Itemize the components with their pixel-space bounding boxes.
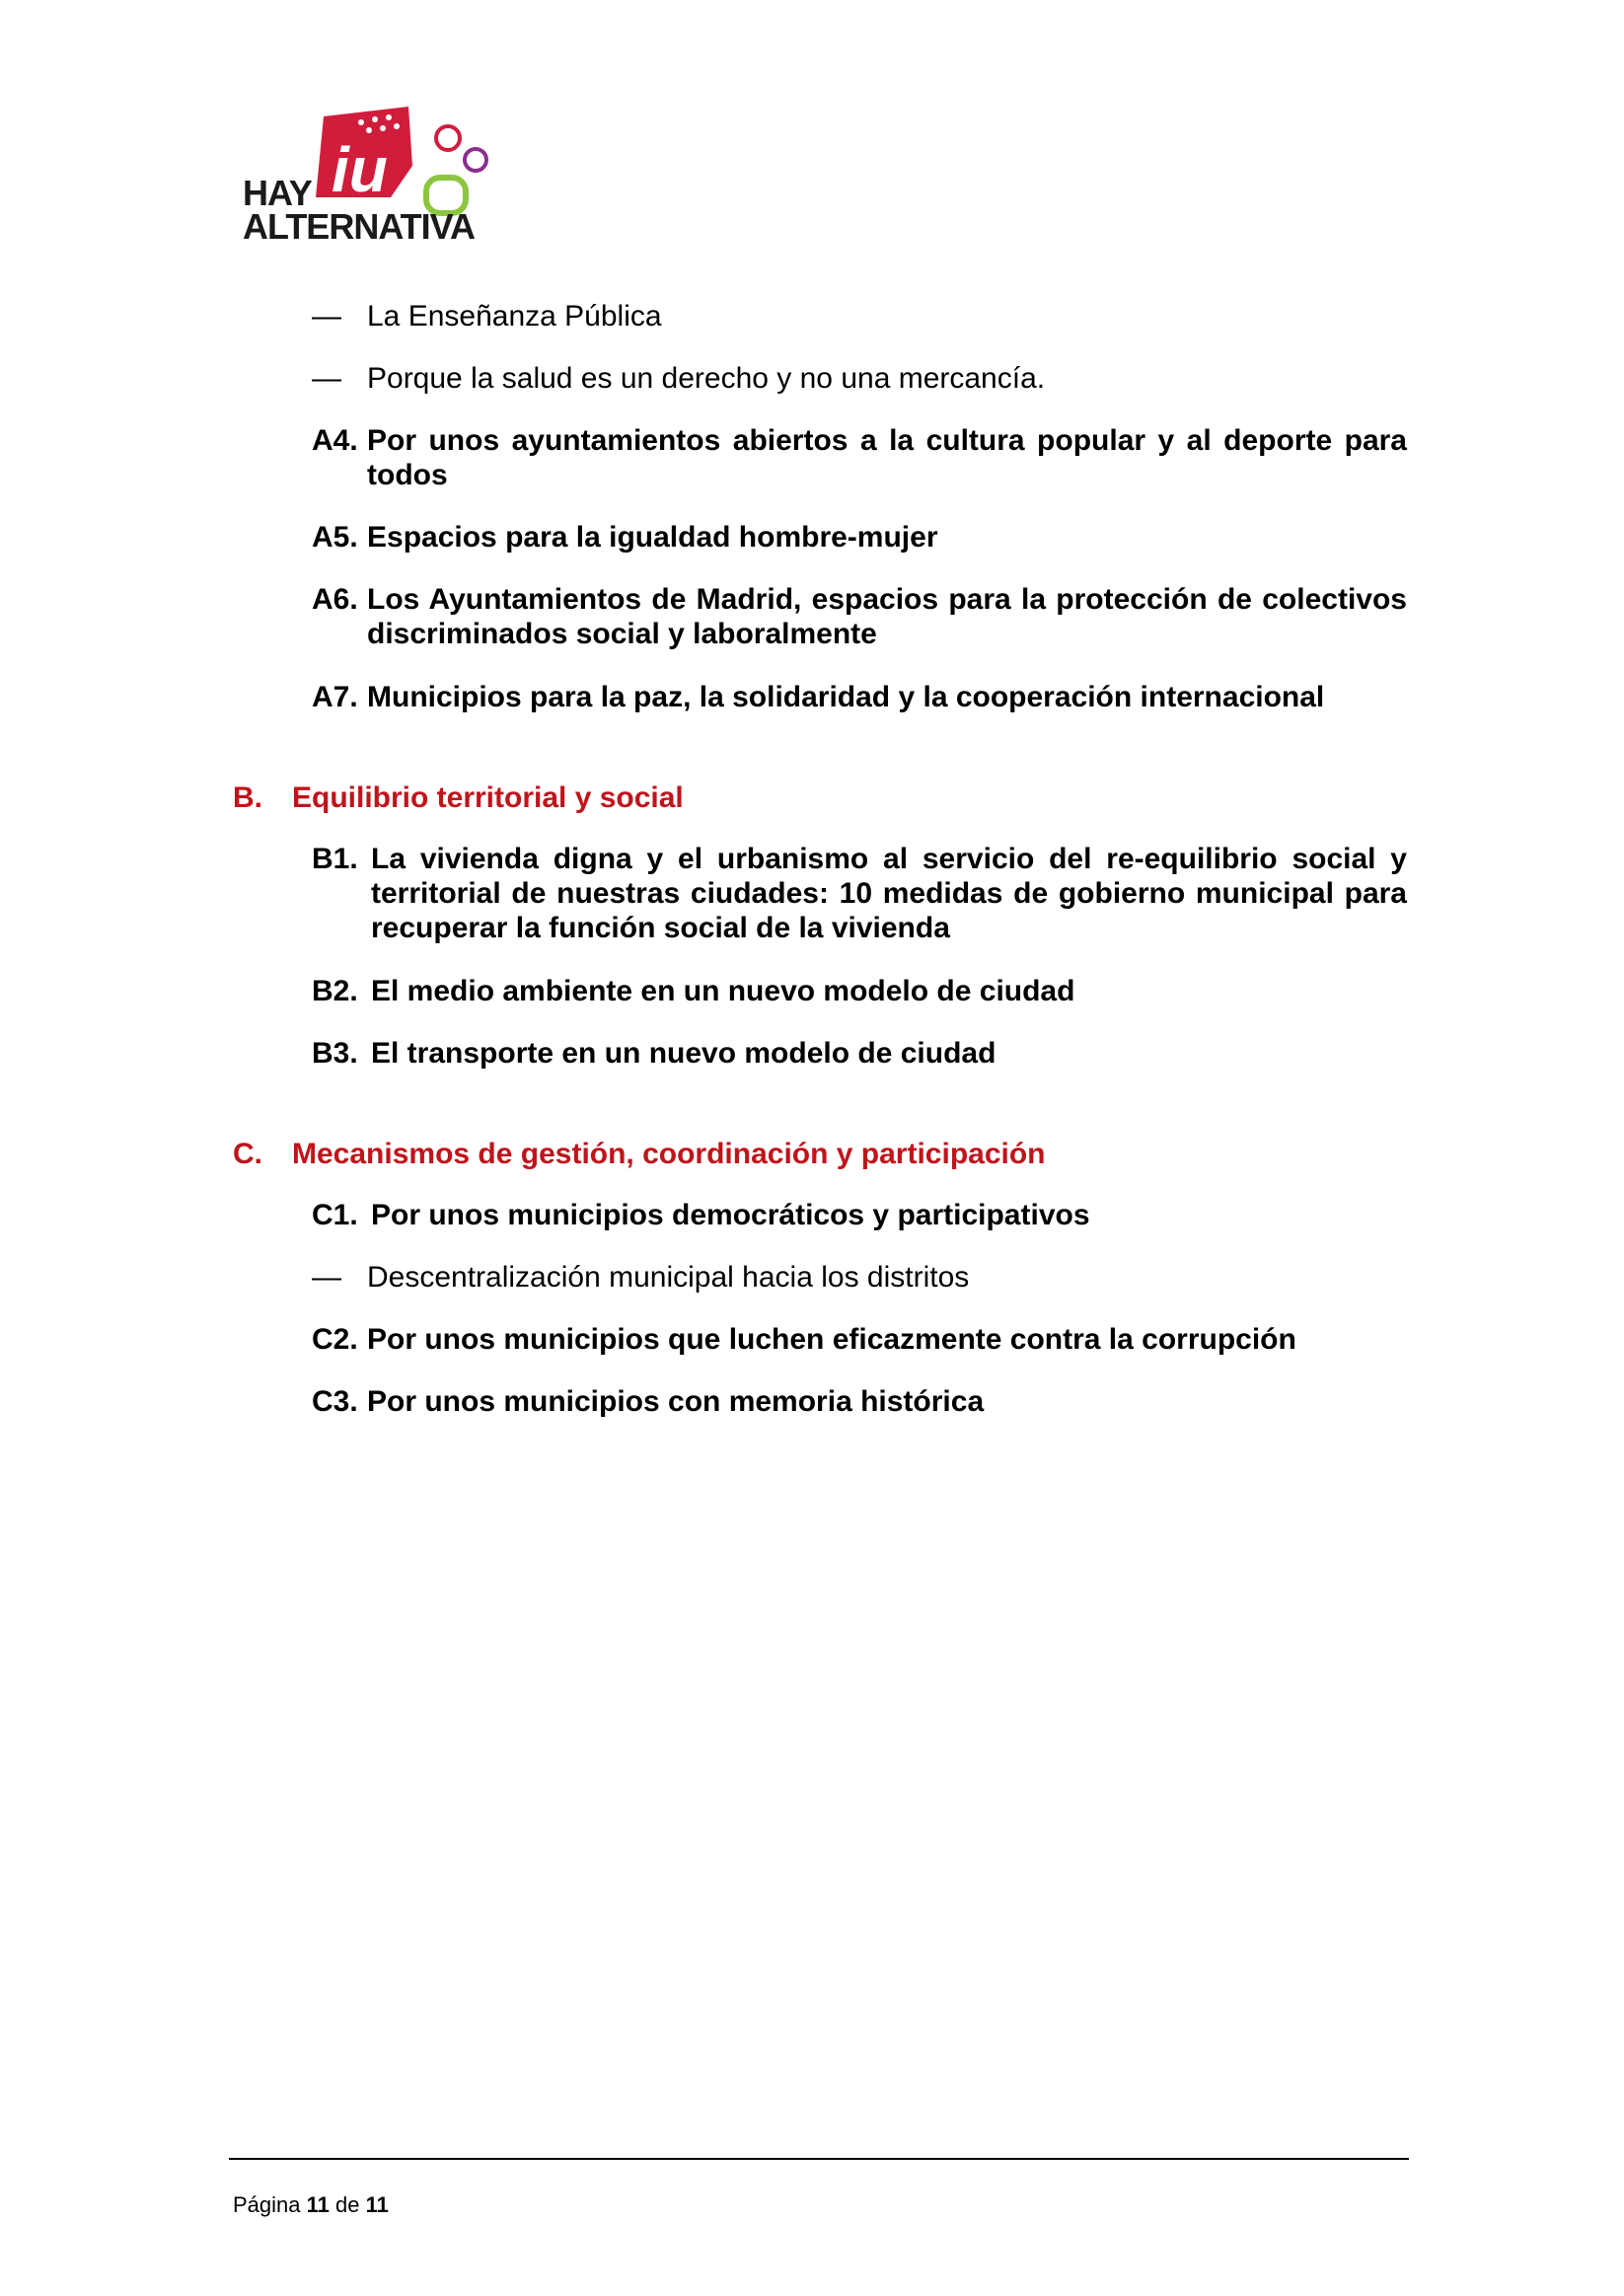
footer-current-page: 11 [306, 2192, 330, 2217]
list-item-text: Por unos municipios con memoria histórica [367, 1385, 985, 1418]
list-item-text: Por unos municipios democráticos y participativos [371, 1199, 1090, 1231]
section-title: Equilibrio territorial y social [292, 781, 684, 814]
list-item-text: Por unos ayuntamientos abiertos a la cultura popular y al deporte para todos [367, 424, 1407, 491]
list-item-text: El medio ambiente en un nuevo modelo de ciudad [371, 975, 1075, 1007]
list-item-text: Porque la salud es un derecho y no una mercancía. [367, 362, 1046, 395]
list-item-number: B3. [312, 1037, 358, 1070]
list-item-number: A5. [312, 521, 358, 554]
list-item-text: Municipios para la paz, la solidaridad y la cooperación internacional [367, 681, 1325, 713]
list-item-number: B2. [312, 975, 358, 1007]
logo-text-alternativa: ALTERNATIVA [243, 206, 475, 247]
logo-text-hay: HAY [243, 173, 312, 213]
list-item-number: C3. [312, 1385, 358, 1418]
list-item-text: Descentralización municipal hacia los distritos [367, 1261, 970, 1294]
list-item-number: A4. [312, 424, 358, 457]
list-item-number: A7. [312, 681, 358, 713]
list-item-text: El transporte en un nuevo modelo de ciudad [371, 1037, 997, 1070]
section-label: C. [233, 1138, 262, 1170]
footer-of-word: de [335, 2192, 360, 2217]
footer-page-word: Página [233, 2192, 301, 2217]
section-label: B. [233, 781, 262, 814]
list-item-text: Espacios para la igualdad hombre-mujer [367, 521, 938, 554]
list-item-text: Por unos municipios que luchen eficazmente contra la corrupción [367, 1323, 1296, 1356]
logo-mark-text: iu [332, 134, 388, 205]
page-footer [233, 2192, 389, 2218]
section-title: Mecanismos de gestión, coordinación y participación [292, 1138, 1046, 1170]
footer-divider [229, 2158, 1409, 2160]
list-item-number: A6. [312, 583, 358, 616]
list-item-number: C2. [312, 1323, 358, 1356]
list-item-text: Los Ayuntamientos de Madrid, espacios para la protección de colectivos discriminados social y laboralmente [367, 583, 1407, 650]
list-item-text: La Enseñanza Pública [367, 300, 662, 333]
list-dash: — [312, 1261, 341, 1294]
list-item-number: B1. [312, 843, 358, 875]
list-dash: — [312, 300, 341, 333]
footer-total-pages: 11 [365, 2192, 389, 2217]
list-item-text: La vivienda digna y el urbanismo al servicio del re-equilibrio social y territorial de nuestras ciudades: 10 medidas de gobierno municipal para recuperar la función social de la vivienda [371, 843, 1407, 944]
logo [243, 107, 499, 245]
list-dash: — [312, 362, 341, 395]
list-item-number: C1. [312, 1199, 358, 1231]
